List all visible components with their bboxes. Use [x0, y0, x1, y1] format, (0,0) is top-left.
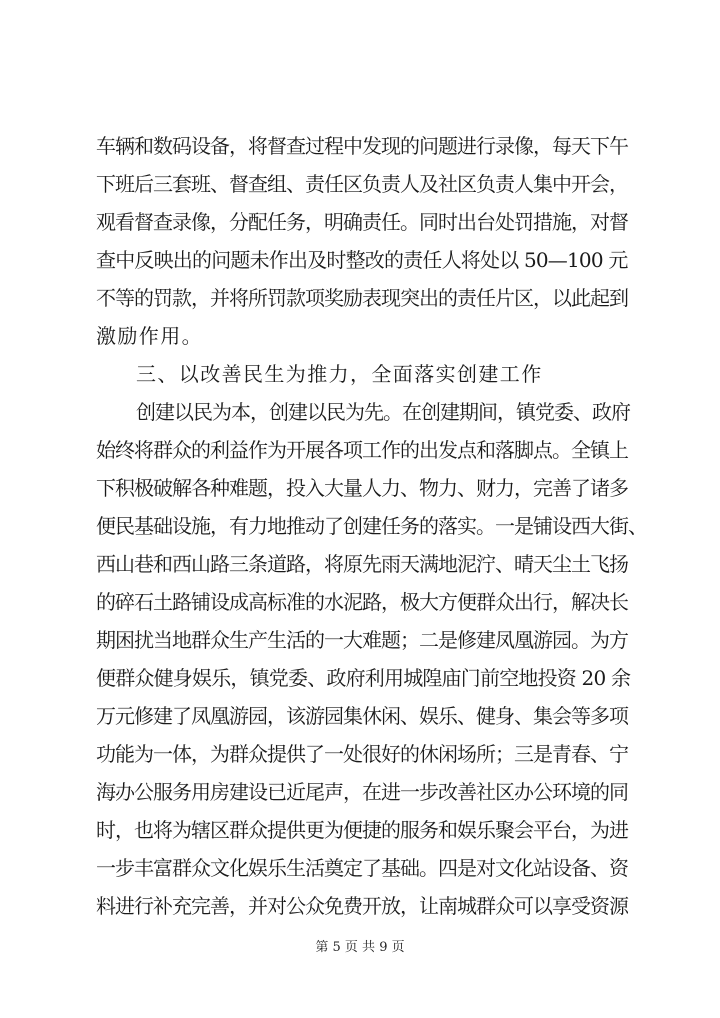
paragraph-2-line-14: 料进行补充完善，并对公众免费开放，让南城群众可以享受资源	[96, 894, 628, 918]
paragraph-2-line-9: 万元修建了凤凰游园，该游园集休闲、娱乐、健身、集会等多项	[96, 704, 628, 728]
section-heading: 三、以改善民生为推力，全面落实创建工作	[136, 362, 543, 386]
paragraph-1-line-6: 激励作用。	[96, 324, 203, 348]
page-footer: 第 5 页 共 9 页	[315, 940, 405, 955]
paragraph-2-line-4: 便民基础设施，有力地推动了创建任务的落实。一是铺设西大街、	[96, 514, 647, 538]
paragraph-2-line-3: 下积极破解各种难题，投入大量人力、物力、财力，完善了诸多	[96, 476, 628, 500]
paragraph-2-line-13: 一步丰富群众文化娱乐生活奠定了基础。四是对文化站设备、资	[96, 856, 628, 880]
paragraph-1-line-4: 查中反映出的问题未作出及时整改的责任人将处以 50—100 元	[96, 248, 628, 272]
paragraph-1-line-2: 下班后三套班、督查组、责任区负责人及社区负责人集中开会，	[96, 172, 628, 196]
paragraph-2-line-12: 时，也将为辖区群众提供更为便捷的服务和娱乐聚会平台，为进	[96, 818, 628, 842]
paragraph-1-line-5: 不等的罚款，并将所罚款项奖励表现突出的责任片区，以此起到	[96, 286, 628, 310]
paragraph-2-line-11: 海办公服务用房建设已近尾声，在进一步改善社区办公环境的同	[96, 780, 628, 804]
paragraph-2-line-7: 期困扰当地群众生产生活的一大难题；二是修建凤凰游园。为方	[96, 628, 628, 652]
paragraph-2-line-8: 便群众健身娱乐，镇党委、政府利用城隍庙门前空地投资 20 余	[96, 666, 631, 690]
paragraph-2-line-10: 功能为一体，为群众提供了一处很好的休闲场所；三是青春、宁	[96, 742, 628, 766]
paragraph-1-line-3: 观看督查录像，分配任务，明确责任。同时出台处罚措施，对督	[96, 210, 628, 234]
paragraph-2-line-1: 创建以民为本，创建以民为先。在创建期间，镇党委、政府	[136, 400, 630, 424]
paragraph-2-line-6: 的碎石土路铺设成高标准的水泥路，极大方便群众出行，解决长	[96, 590, 628, 614]
paragraph-2-line-5: 西山巷和西山路三条道路，将原先雨天满地泥泞、晴天尘土飞扬	[96, 552, 628, 576]
paragraph-1-line-1: 车辆和数码设备，将督查过程中发现的问题进行录像，每天下午	[96, 134, 628, 158]
paragraph-2-line-2: 始终将群众的利益作为开展各项工作的出发点和落脚点。全镇上	[96, 438, 628, 462]
